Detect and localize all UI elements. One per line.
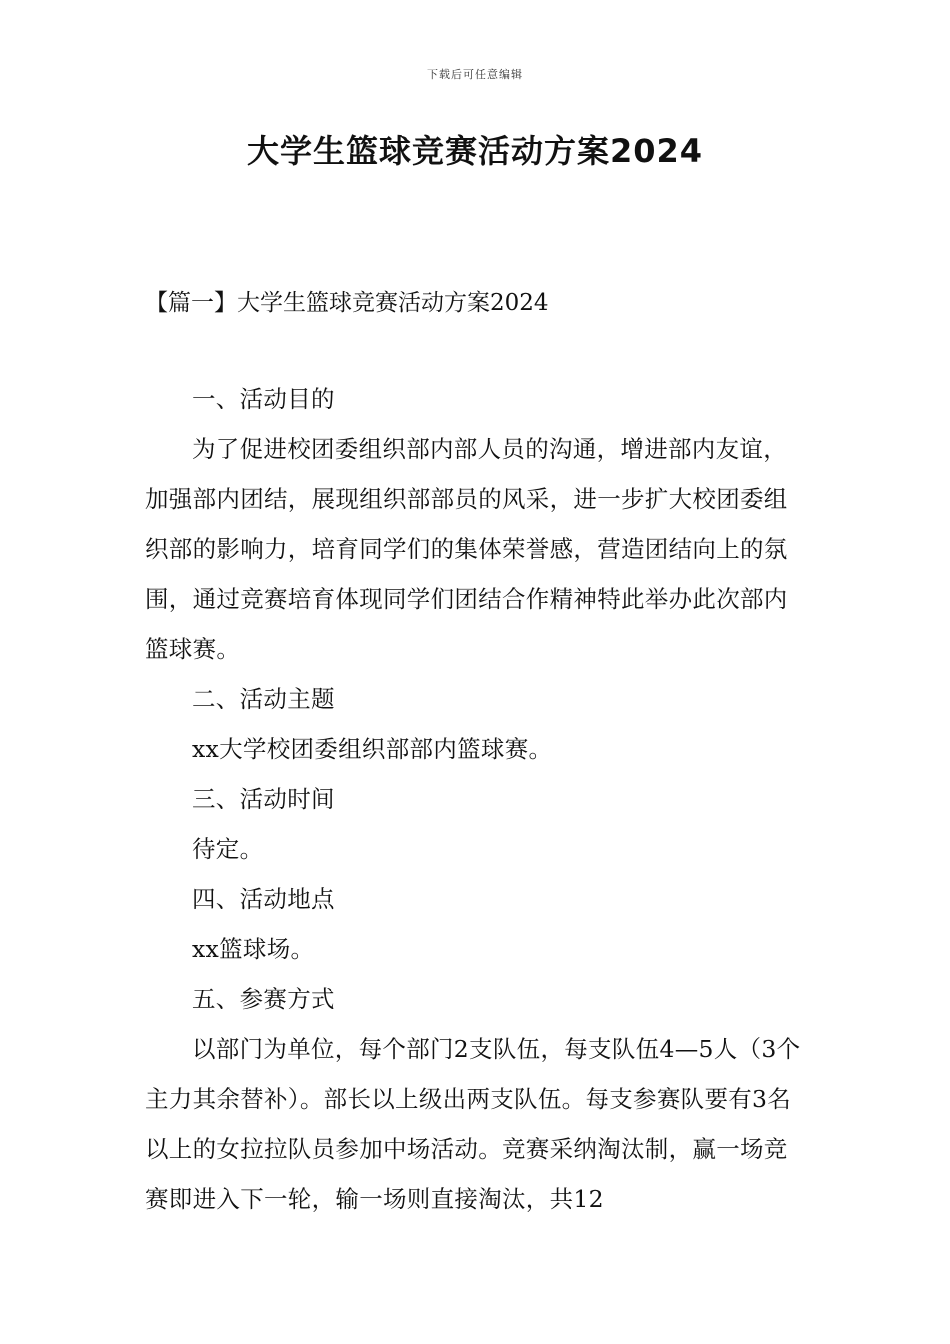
heading-activity-purpose: 一、活动目的: [192, 385, 335, 413]
paragraph-activity-theme: xx大学校团委组织部部内篮球赛。: [192, 735, 553, 763]
heading-participation-method: 五、参赛方式: [192, 985, 335, 1013]
page-header: 下载后可任意编辑: [427, 68, 523, 81]
heading-activity-time: 三、活动时间: [192, 785, 335, 813]
heading-activity-theme: 二、活动主题: [192, 685, 335, 713]
heading-activity-location: 四、活动地点: [192, 885, 335, 913]
paragraph-activity-purpose: 为了促进校团委组织部内部人员的沟通，增进部内友谊，加强部内团结，展现组织部部员的风采，进一步扩大校团委组织部的影响力，培育同学们的集体荣誉感，营造团结向上的氛围，通过竞赛培育体现同学们团结合作精神特此举办此次部内篮球赛。: [145, 435, 788, 663]
section-heading: 【篇一】大学生篮球竞赛活动方案2024: [145, 290, 549, 316]
document-title: 大学生篮球竞赛活动方案2024: [246, 132, 704, 170]
document-body: [145, 374, 807, 1224]
paragraph-activity-location: xx篮球场。: [192, 935, 315, 963]
paragraph-participation-method: 以部门为单位，每个部门2支队伍，每支队伍4—5人（3个主力其余替补）。部长以上级出两支队伍。每支参赛队要有3名以上的女拉拉队员参加中场活动。竞赛采纳淘汰制，赢一场竞赛即进入下一轮，输一场则直接淘汰，共12: [145, 1035, 801, 1213]
paragraph-activity-time: 待定。: [192, 835, 264, 863]
